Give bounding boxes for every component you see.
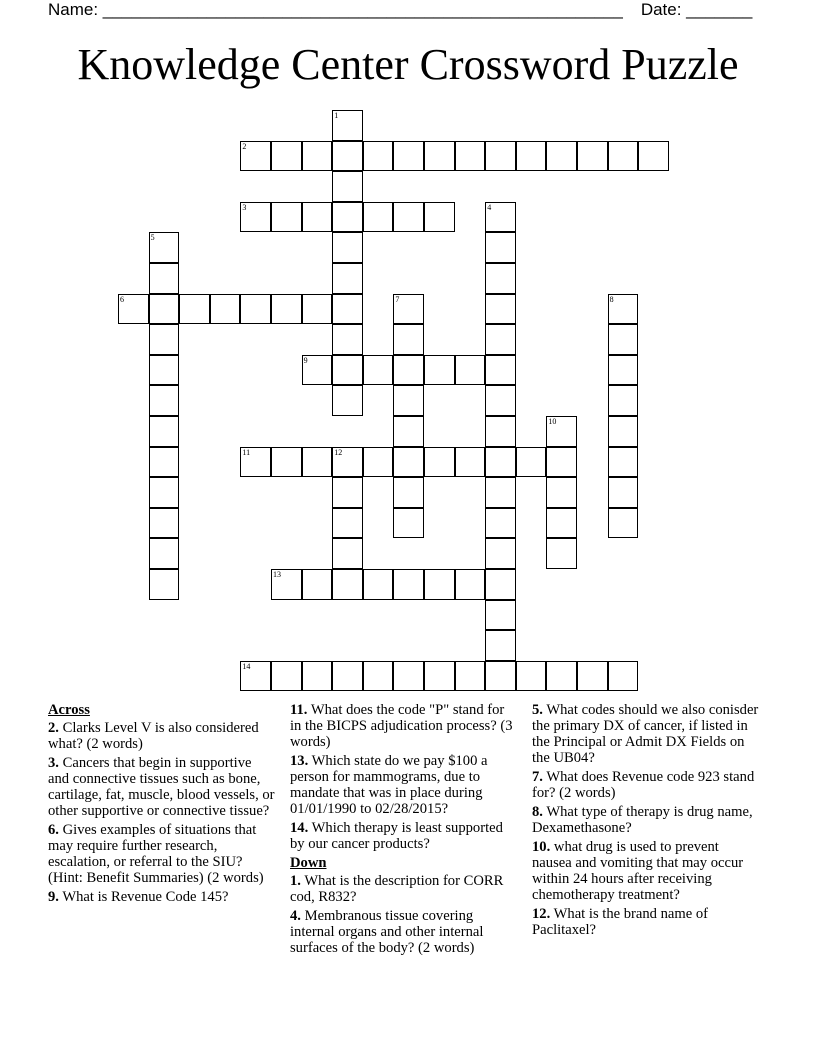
grid-cell[interactable] [516, 447, 547, 478]
grid-cell[interactable] [393, 569, 424, 600]
grid-cell[interactable] [149, 416, 180, 447]
clue-number: 13. [290, 753, 309, 769]
grid-cell-number: 12 [334, 447, 343, 457]
clue-number: 14. [290, 820, 309, 836]
grid-cell[interactable] [393, 477, 424, 508]
grid-cell-number: 14 [242, 661, 251, 671]
grid-cell[interactable] [149, 232, 180, 263]
grid-cell[interactable] [332, 324, 363, 355]
grid-cell[interactable] [608, 294, 639, 325]
grid-cell[interactable] [363, 569, 394, 600]
grid-cell[interactable] [485, 355, 516, 386]
grid-cell[interactable] [332, 447, 363, 478]
grid-cell[interactable] [332, 263, 363, 294]
grid-cell[interactable] [332, 141, 363, 172]
grid-cell-number: 13 [273, 570, 281, 579]
grid-cell[interactable] [149, 508, 180, 539]
grid-cell[interactable] [240, 141, 271, 172]
grid-cell[interactable] [332, 538, 363, 569]
grid-cell[interactable] [485, 232, 516, 263]
grid-cell[interactable] [332, 232, 363, 263]
across-clue [290, 753, 518, 817]
grid-cell[interactable] [302, 202, 333, 233]
grid-cell[interactable] [393, 294, 424, 325]
grid-cell[interactable] [485, 416, 516, 447]
grid-cell[interactable] [149, 385, 180, 416]
clue-text: What type of therapy is drug name, Dexamethasone? [532, 804, 753, 836]
grid-cell[interactable] [393, 324, 424, 355]
across-clue [48, 755, 276, 819]
across-clue [290, 820, 518, 852]
grid-cell[interactable] [271, 141, 302, 172]
grid-cell[interactable] [638, 141, 669, 172]
grid-cell[interactable] [149, 538, 180, 569]
grid-cell[interactable] [608, 508, 639, 539]
grid-cell[interactable] [393, 661, 424, 692]
grid-cell[interactable] [485, 385, 516, 416]
clue-number: 2. [48, 720, 59, 736]
grid-cell-number: 4 [487, 202, 492, 212]
grid-cell[interactable] [363, 355, 394, 386]
grid-cell-number: 11 [242, 447, 251, 457]
grid-cell[interactable] [302, 569, 333, 600]
clue-text: What does Revenue code 923 stand for? (2 words) [532, 769, 755, 801]
clue-text: What is Revenue Code 145? [58, 889, 229, 905]
grid-cell[interactable] [332, 294, 363, 325]
grid-cell[interactable] [149, 477, 180, 508]
grid-cell-number: 7 [395, 294, 400, 304]
grid-cell-number: 5 [150, 233, 155, 243]
grid-cell[interactable] [455, 141, 486, 172]
across-clue [48, 822, 276, 886]
grid-cell[interactable] [240, 202, 271, 233]
grid-cell-number: 8 [609, 294, 614, 304]
grid-cell[interactable] [332, 202, 363, 233]
grid-cell[interactable] [302, 355, 333, 386]
grid-cell-number: 1 [334, 111, 339, 120]
clue-number: 3. [48, 755, 59, 771]
grid-cell[interactable] [393, 202, 424, 233]
grid-cell[interactable] [332, 171, 363, 202]
grid-cell[interactable] [546, 661, 577, 692]
clue-text: Which state do we pay $100 a person for mammograms, due to mandate that was in place during 01/01/1990 to 02/28/2015? [290, 753, 488, 817]
clues-column-1 [48, 702, 276, 908]
down-clue [532, 702, 760, 766]
grid-cell[interactable] [149, 324, 180, 355]
clue-text: What does the code "P" stand for in the BICPS adjudication process? (3 words) [290, 702, 513, 750]
grid-cell[interactable] [608, 324, 639, 355]
clue-number: 11. [290, 702, 308, 718]
grid-cell[interactable] [393, 416, 424, 447]
grid-cell[interactable] [363, 202, 394, 233]
grid-cell[interactable] [302, 141, 333, 172]
grid-cell[interactable] [608, 447, 639, 478]
grid-cell[interactable] [179, 294, 210, 325]
grid-cell[interactable] [363, 141, 394, 172]
grid-cell[interactable] [332, 569, 363, 600]
clue-number: 5. [532, 702, 543, 718]
grid-cell[interactable] [424, 661, 455, 692]
grid-cell[interactable] [302, 294, 333, 325]
grid-cell[interactable] [608, 141, 639, 172]
grid-cell[interactable] [577, 141, 608, 172]
grid-cell[interactable] [485, 263, 516, 294]
grid-cell[interactable] [455, 355, 486, 386]
grid-cell[interactable] [546, 508, 577, 539]
clue-text: Clarks Level V is also considered what? (2 words) [48, 720, 259, 752]
clue-text: What codes should we also conisder the primary DX of cancer, if listed in the Principal or Admit DX Fields on the UB04? [532, 702, 759, 766]
grid-cell[interactable] [332, 661, 363, 692]
grid-cell[interactable] [455, 661, 486, 692]
grid-cell[interactable] [577, 661, 608, 692]
grid-cell[interactable] [271, 569, 302, 600]
grid-cell[interactable] [485, 141, 516, 172]
grid-cell[interactable] [516, 141, 547, 172]
grid-cell[interactable] [455, 569, 486, 600]
grid-cell-number: 3 [242, 202, 247, 212]
clue-number: 12. [532, 906, 551, 922]
clue-text: What is the description for CORR cod, R832? [290, 873, 504, 905]
grid-cell[interactable] [302, 447, 333, 478]
grid-cell[interactable] [546, 141, 577, 172]
grid-cell[interactable] [485, 324, 516, 355]
clue-text: what drug is used to prevent nausea and vomiting that may occur within 24 hours after receiving chemotherapy treatment? [532, 839, 744, 903]
grid-cell[interactable] [546, 538, 577, 569]
grid-cell[interactable] [608, 416, 639, 447]
name-label: Name: [48, 0, 103, 19]
grid-cell[interactable] [608, 661, 639, 692]
grid-cell[interactable] [424, 355, 455, 386]
grid-cell[interactable] [485, 538, 516, 569]
date-label: Date: [640, 0, 687, 19]
clue-number: 10. [532, 839, 551, 855]
across-clue [48, 889, 276, 905]
grid-cell[interactable] [149, 263, 180, 294]
down-clue [290, 908, 518, 956]
grid-cell[interactable] [455, 447, 486, 478]
page-title: Knowledge Center Crossword Puzzle [77, 40, 739, 89]
clue-number: 9. [48, 889, 59, 905]
grid-cell[interactable] [363, 661, 394, 692]
grid-cell[interactable] [393, 447, 424, 478]
grid-cell[interactable] [393, 355, 424, 386]
grid-cell[interactable] [424, 202, 455, 233]
clue-number: 8. [532, 804, 543, 820]
across-heading: Across [48, 702, 90, 718]
grid-cell[interactable] [240, 447, 271, 478]
down-clue [290, 873, 518, 905]
grid-cell[interactable] [210, 294, 241, 325]
grid-cell[interactable] [608, 355, 639, 386]
grid-cell[interactable] [424, 141, 455, 172]
grid-cell[interactable] [393, 508, 424, 539]
clues-column-3 [532, 702, 760, 941]
grid-cell[interactable] [149, 294, 180, 325]
grid-cell[interactable] [424, 569, 455, 600]
grid-cell[interactable] [485, 202, 516, 233]
grid-cell[interactable] [485, 600, 516, 631]
down-clue [532, 769, 760, 801]
grid-cell[interactable] [271, 294, 302, 325]
grid-cell[interactable] [546, 477, 577, 508]
date-field[interactable]: _______ [686, 0, 753, 19]
grid-cell[interactable] [149, 447, 180, 478]
clue-text: Membranous tissue covering internal organs and other internal surfaces of the body? (2 words) [290, 908, 484, 956]
grid-cell[interactable] [608, 385, 639, 416]
grid-cell-number: 6 [120, 294, 124, 304]
grid-cell[interactable] [363, 447, 394, 478]
grid-cell[interactable] [332, 110, 363, 141]
grid-cell[interactable] [608, 477, 639, 508]
grid-cell[interactable] [271, 202, 302, 233]
grid-cell[interactable] [516, 661, 547, 692]
grid-cell-number: 9 [303, 355, 308, 365]
clue-text: What is the brand name of Paclitaxel? [532, 906, 709, 938]
grid-cell[interactable] [332, 355, 363, 386]
grid-cell[interactable] [149, 355, 180, 386]
grid-cell[interactable] [118, 294, 149, 325]
grid-cell[interactable] [546, 416, 577, 447]
clue-number: 6. [48, 822, 59, 838]
clue-text: Which therapy is least supported by our cancer products? [290, 820, 503, 852]
grid-cell[interactable] [546, 447, 577, 478]
grid-cell[interactable] [424, 447, 455, 478]
down-clue [532, 906, 760, 938]
clue-number: 4. [290, 908, 301, 924]
grid-cell[interactable] [485, 447, 516, 478]
grid-cell[interactable] [302, 661, 333, 692]
grid-cell-number: 2 [242, 141, 247, 151]
clue-text: Gives examples of situations that may require further research, escalation, or referral to the SIU? (Hint: Benefit Summaries) (2 words) [48, 822, 264, 886]
grid-cell[interactable] [393, 141, 424, 172]
across-clue [48, 720, 276, 752]
grid-cell[interactable] [485, 630, 516, 661]
down-heading: Down [290, 855, 327, 871]
grid-cell[interactable] [240, 661, 271, 692]
clues-column-2 [290, 702, 518, 959]
grid-cell[interactable] [485, 569, 516, 600]
clue-number: 7. [532, 769, 543, 785]
name-field[interactable]: _______________________________________________________ [102, 0, 623, 19]
grid-cell[interactable] [240, 294, 271, 325]
down-clue [532, 804, 760, 836]
grid-cell[interactable] [485, 508, 516, 539]
grid-cell[interactable] [485, 661, 516, 692]
grid-cell[interactable] [271, 447, 302, 478]
grid-cell[interactable] [332, 385, 363, 416]
grid-cell[interactable] [485, 477, 516, 508]
across-clue [290, 702, 518, 750]
grid-cell[interactable] [332, 477, 363, 508]
clue-text: Cancers that begin in supportive and connective tissues such as bone, cartilage, fat, muscle, blood vessels, or other supportive or connective tissue? [48, 755, 275, 819]
grid-cell[interactable] [393, 385, 424, 416]
grid-cell[interactable] [271, 661, 302, 692]
grid-cell-number: 10 [548, 417, 557, 426]
clue-number: 1. [290, 873, 301, 889]
grid-cell[interactable] [149, 569, 180, 600]
grid-cell[interactable] [485, 294, 516, 325]
grid-cell[interactable] [332, 508, 363, 539]
down-clue [532, 839, 760, 903]
